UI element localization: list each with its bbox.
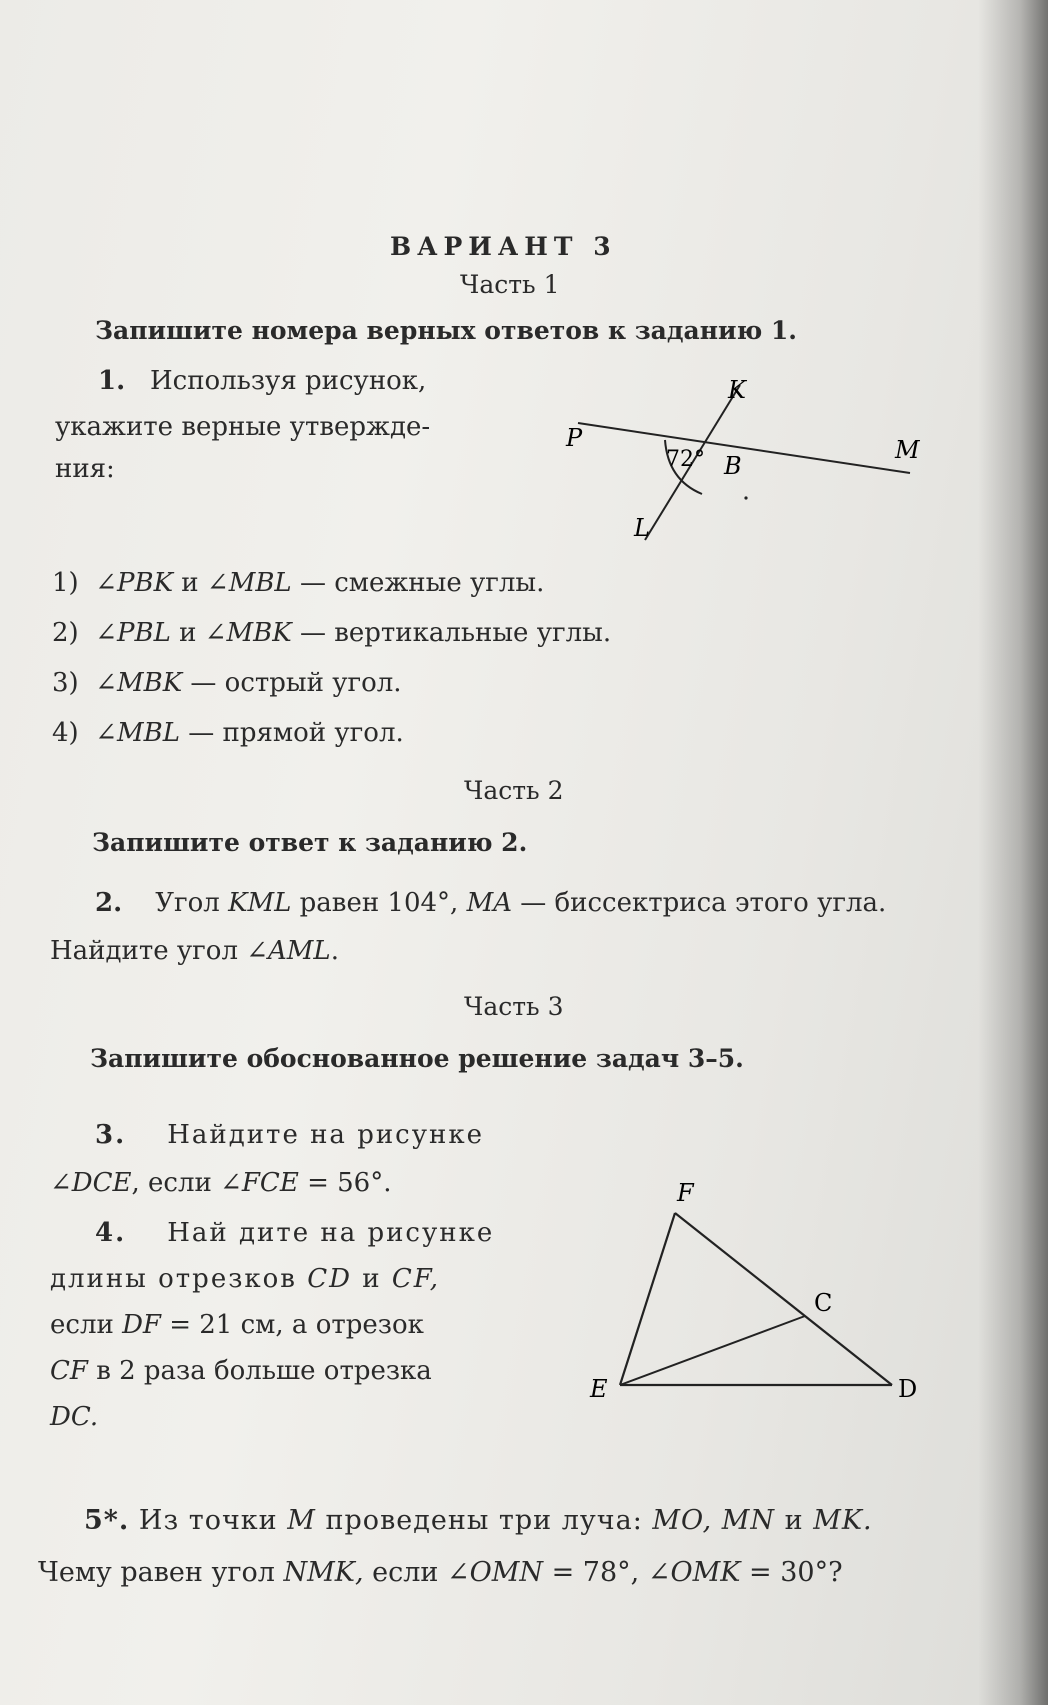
- part3-instruction: Запишите обоснованное решение задач 3–5.: [90, 1044, 744, 1073]
- task1-text-1: Используя рисунок,: [149, 366, 427, 396]
- part2-label: Часть 2: [464, 776, 564, 805]
- option-3-num: 3): [52, 668, 79, 698]
- task4-df: DF: [122, 1310, 161, 1340]
- task2-aml: ∠AML: [246, 936, 331, 966]
- task4-text-e: = 21 см, а отрезок: [169, 1310, 424, 1340]
- task3-line2: [50, 1160, 391, 1206]
- task4-text-d: если: [50, 1310, 114, 1340]
- task5-text-c: и: [784, 1505, 804, 1536]
- part1-label: Часть 1: [460, 270, 560, 299]
- task2-text-b: равен 104°,: [299, 888, 459, 918]
- option-1-angle-a: ∠PBK: [95, 568, 174, 598]
- option-2-text: — вертикальные углы.: [299, 618, 612, 648]
- option-4-text: — прямой угол.: [188, 718, 404, 748]
- task3-text-c: = 56°.: [307, 1168, 392, 1198]
- task4-text-b: длины отрезков: [50, 1264, 297, 1294]
- option-1-text: — смежные углы.: [299, 568, 545, 598]
- task4-line1: [95, 1210, 494, 1256]
- task4-text-c: и: [362, 1264, 382, 1294]
- task3-dce: ∠DCE: [50, 1168, 132, 1198]
- label-d: D: [898, 1375, 918, 1403]
- option-4-num: 4): [52, 718, 79, 748]
- task3-fce: ∠FCE: [220, 1168, 299, 1198]
- label-m: M: [895, 436, 920, 464]
- task5-text-d: Чему равен угол: [38, 1557, 275, 1588]
- option-1-angle-b: ∠MBL: [206, 568, 292, 598]
- option-1-num: 1): [52, 568, 79, 598]
- task2-number: 2.: [95, 888, 123, 918]
- task4-cf2: CF: [50, 1356, 88, 1386]
- label-angle-72: 72°: [666, 447, 705, 472]
- task2-line1: [95, 880, 886, 926]
- task5-rays: MO, MN: [652, 1505, 776, 1536]
- task3-number: 3.: [95, 1120, 127, 1150]
- task4-cf: CF,: [391, 1264, 440, 1294]
- figure-angles: [540, 370, 940, 550]
- task3-line1: [95, 1112, 484, 1158]
- task2-ma: MA: [466, 888, 512, 918]
- task5-text-b: проведены три луча:: [325, 1505, 643, 1536]
- task1-line2: укажите верные утвержде-: [55, 412, 431, 442]
- task5-mk: MK.: [813, 1505, 873, 1536]
- task5-text-a: Из точки: [138, 1505, 278, 1536]
- option-2-angle-b: ∠MBK: [204, 618, 292, 648]
- task4-cd: CD: [307, 1264, 352, 1294]
- task4-line3: [50, 1302, 424, 1348]
- task4-line4: [50, 1348, 432, 1394]
- task2-text-a: Угол: [155, 888, 220, 918]
- label-e: E: [590, 1375, 608, 1403]
- side-fe: [620, 1213, 675, 1385]
- part2-instruction: Запишите ответ к заданию 2.: [92, 828, 528, 857]
- option-1: [52, 560, 544, 606]
- task5-number: 5*.: [84, 1505, 130, 1536]
- task5-line1: [84, 1498, 873, 1544]
- task5-omk: ∠OMK: [647, 1557, 741, 1588]
- task4-line5: DC.: [50, 1402, 99, 1432]
- task3-text-a: Найдите на рисунке: [167, 1120, 484, 1150]
- option-1-conj: и: [181, 568, 199, 598]
- task2-text-d: Найдите угол: [50, 936, 238, 966]
- task5-omn: ∠OMN: [446, 1557, 543, 1588]
- option-2: [52, 610, 611, 656]
- option-2-num: 2): [52, 618, 79, 648]
- task2-text-e: .: [330, 936, 339, 966]
- part3-label: Часть 3: [464, 992, 564, 1021]
- dot-mark: [744, 496, 747, 499]
- label-l: L: [634, 514, 650, 542]
- task5-line2: [38, 1550, 843, 1596]
- option-2-angle-a: ∠PBL: [95, 618, 171, 648]
- task5-omk-val: = 30°?: [749, 1557, 843, 1588]
- label-c: C: [814, 1289, 833, 1317]
- task3-text-b: , если: [131, 1168, 212, 1198]
- task4-line2: [50, 1256, 440, 1302]
- task5-text-e: если: [372, 1557, 439, 1588]
- option-3: [52, 660, 402, 706]
- task5-omn-val: = 78°,: [551, 1557, 640, 1588]
- option-3-text: — острый угол.: [190, 668, 402, 698]
- part1-instruction: Запишите номера верных ответов к заданию 1.: [95, 316, 798, 345]
- segment-ec: [620, 1316, 805, 1385]
- task2-kml: KML: [228, 888, 292, 918]
- label-f: F: [677, 1179, 694, 1207]
- task1-number: 1.: [98, 366, 126, 396]
- task1-line3: ния:: [55, 454, 115, 484]
- figure-triangle: [580, 1165, 940, 1410]
- task5-m: M: [287, 1505, 316, 1536]
- variant-title: ВАРИАНТ 3: [390, 232, 617, 261]
- task4-text-f: в 2 раза больше отрезка: [96, 1356, 432, 1386]
- label-p: P: [566, 424, 583, 452]
- line-pm: [578, 423, 910, 473]
- task1-line1: [98, 358, 426, 404]
- side-fd: [675, 1213, 892, 1385]
- task2-line2: [50, 928, 339, 974]
- option-2-conj: и: [179, 618, 197, 648]
- option-4-angle: ∠MBL: [95, 718, 180, 748]
- option-4: [52, 710, 404, 756]
- label-k: K: [728, 376, 746, 404]
- task2-text-c: — биссектриса этого угла.: [520, 888, 887, 918]
- task4-text-a: Най дите на рисунке: [167, 1218, 495, 1248]
- option-3-angle: ∠MBK: [95, 668, 183, 698]
- page-edge-shadow: [978, 0, 1048, 1705]
- task4-number: 4.: [95, 1218, 127, 1248]
- task5-nmk: NMK,: [283, 1557, 364, 1588]
- label-b: B: [724, 452, 742, 480]
